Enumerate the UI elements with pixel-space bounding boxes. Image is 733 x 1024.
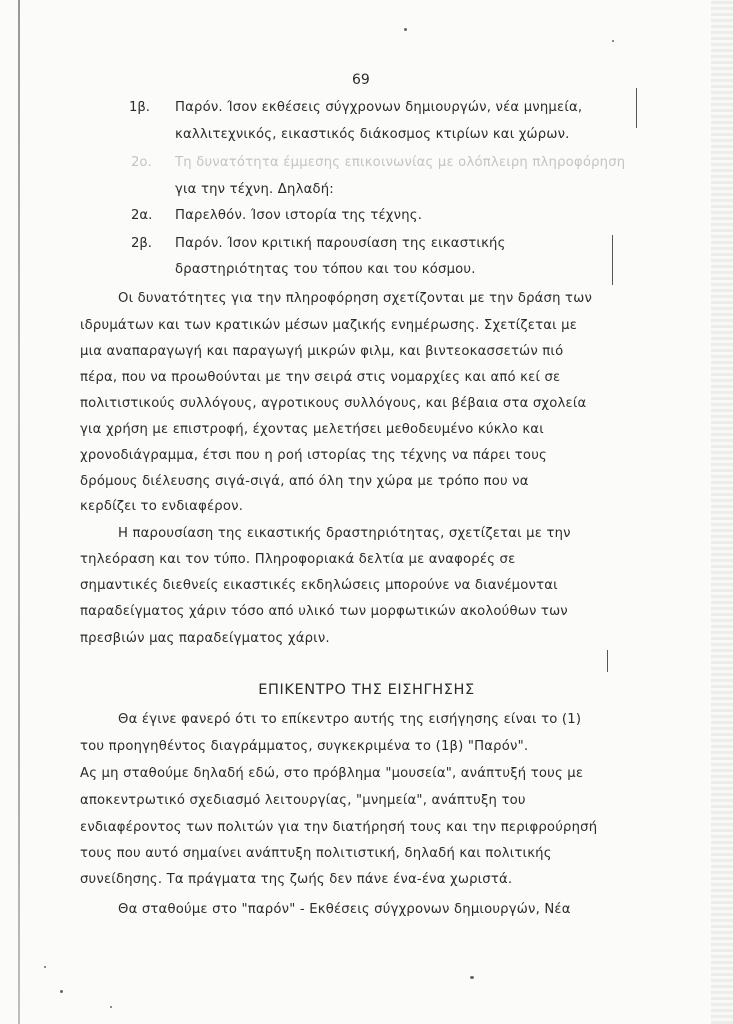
paragraph-line: παραδείγματος χάριν τόσο από υλικό των μορφωτικών ακολούθων των — [80, 604, 568, 619]
paragraph-line: κερδίζει το ενδιαφέρον. — [80, 499, 244, 514]
section-heading: ΕΠΙΚΕΝΤΡΟ ΤΗΣ ΕΙΣΗΓΗΣΗΣ — [258, 682, 475, 698]
paragraph-line: σημαντικές διεθνείς εικαστικές εκδηλώσεις μπορούνε να διανέμονται — [80, 578, 558, 593]
paragraph-line: Η παρουσίαση της εικαστικής δραστηριότητας, σχετίζεται με την — [118, 526, 571, 541]
paragraph-line: συνείδησης. Τα πράγματα της ζωής δεν πάνε ένα-ένα χωριστά. — [80, 872, 513, 887]
scan-speck — [612, 40, 614, 42]
item-line: για την τέχνη. Δηλαδή: — [175, 182, 334, 197]
scan-speck — [404, 28, 407, 31]
item-number: 2α. — [131, 208, 153, 223]
item-line: δραστηριότητας του τόπου και του κόσμου. — [175, 262, 476, 277]
item-line: Παρόν. Ίσον κριτική παρουσίαση της εικαστικής — [175, 236, 506, 251]
paragraph-line: μια αναπαραγωγή και παραγωγή μικρών φιλμ, και βιντεοκασσετών πιό — [80, 344, 564, 359]
item-line: Τη δυνατότητα έμμεσης επικοινωνίας με ολόπλειρη πληροφόρηση — [175, 155, 626, 170]
paragraph-line: ιδρυμάτων και των κρατικών μέσων μαζικής ενημέρωσης. Σχετίζεται με — [80, 318, 578, 333]
paragraph-line: Θα σταθούμε στο "παρόν" - Εκθέσεις σύγχρονων δημιουργών, Νέα — [118, 902, 571, 917]
paragraph-line: χρονοδιάγραμμα, έτσι που η ροή ιστορίας της τέχνης να πάρει τους — [80, 448, 547, 463]
scan-artifact-mark — [636, 88, 637, 128]
item-line: καλλιτεχνικός, εικαστικός διάκοσμος κτιρίων και χώρων. — [175, 127, 570, 142]
item-line: Παρελθόν. Ίσον ιστορία της τέχνης. — [175, 208, 423, 223]
paragraph-line: πολιτιστικούς συλλόγους, αγροτικους συλλόγους, και βέβαια στα σχολεία — [80, 396, 587, 411]
paragraph-line: δρόμους διέλευσης σιγά-σιγά, από όλη την χώρα με τρόπο που να — [80, 474, 529, 489]
item-number: 1β. — [129, 100, 150, 115]
item-line: Παρόν. Ίσον εκθέσεις σύγχρονων δημιουργών, νέα μνημεία, — [175, 100, 583, 115]
scan-speck — [60, 990, 63, 993]
paragraph-line: τηλεόραση και τον τύπο. Πληροφοριακά δελτία με αναφορές σε — [80, 552, 516, 567]
paragraph-line: για χρήση με επιστροφή, έχοντας μελετήσει μεθοδευμένο κύκλο και — [80, 422, 544, 437]
scan-artifact-mark — [607, 650, 608, 672]
paragraph-line: του προηγηθέντος διαγράμματος, συγκεκριμένα το (1β) "Παρόν". — [80, 739, 529, 754]
item-number: 2β. — [131, 236, 152, 251]
paragraph-line: Ας μη σταθούμε δηλαδή εδώ, στο πρόβλημα "μουσεία", ανάπτυξή τους με — [80, 766, 584, 781]
scan-speck — [44, 966, 46, 968]
scan-edge-shadow — [711, 0, 733, 1024]
paragraph-line: τους που αυτό σημαίνει ανάπτυξη πολιτιστική, δηλαδή και πολιτικής — [80, 846, 552, 861]
paragraph-line: ενδιαφέροντος των πολιτών για την διατήρησή τους και την περιφρούρησή — [80, 820, 598, 835]
paragraph-line: αποκεντρωτικό σχεδιασμό λειτουργίας, "μνημεία", ανάπτυξη του — [80, 793, 526, 808]
paragraph-line: πρεσβιών μας παραδείγματος χάριν. — [80, 631, 330, 646]
paragraph-line: πέρα, που να προωθούνται με την σειρά στις νομαρχίες και από κεί σε — [80, 370, 561, 385]
paragraph-line: Οι δυνατότητες για την πληροφόρηση σχετίζονται με την δράση των — [118, 291, 593, 306]
binding-edge-line — [18, 0, 20, 1024]
page-number: 69 — [352, 72, 370, 88]
scan-artifact-mark — [612, 235, 613, 285]
paragraph-line: Θα έγινε φανερό ότι το επίκεντρο αυτής της εισήγησης είναι το (1) — [118, 712, 582, 727]
item-number: 2ο. — [131, 155, 152, 170]
scan-speck — [470, 976, 474, 979]
scan-speck — [110, 1006, 112, 1008]
